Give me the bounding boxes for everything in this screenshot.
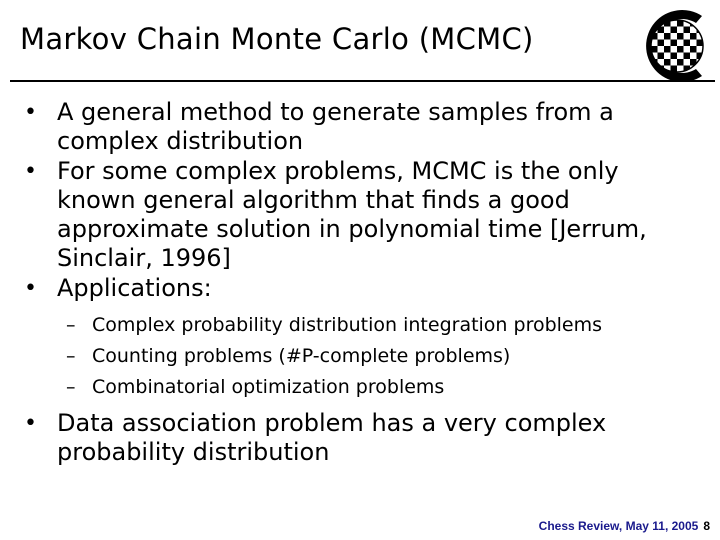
sub-bullet-item: [0, 310, 720, 341]
bullet-item: [0, 409, 677, 467]
sub-bullet-marker: –: [66, 376, 76, 398]
slide-footer: [539, 519, 710, 533]
bullet-marker: •: [24, 159, 37, 184]
sub-bullet-item: [0, 372, 720, 403]
checkered-c-logo-icon: [630, 6, 712, 86]
bullet-item: [0, 157, 677, 273]
sub-bullet-marker: –: [66, 314, 76, 336]
sub-bullet-list: [0, 310, 720, 403]
bullet-list: [0, 98, 720, 468]
sub-bullet-text: Counting problems (#P-complete problems): [92, 345, 511, 367]
sub-bullet-text: Complex probability distribution integration problems: [92, 314, 603, 336]
bullet-marker: •: [24, 411, 37, 436]
bullet-text: A general method to generate samples from a complex distribution: [57, 98, 614, 155]
bullet-text: For some complex problems, MCMC is the only known general algorithm that finds a good approximate solution in polynomial time [Jerrum, Sinclair, 1996]: [57, 157, 647, 272]
bullet-marker: •: [24, 100, 37, 125]
sub-bullet-text: Combinatorial optimization problems: [92, 376, 445, 398]
title-divider: [10, 80, 715, 82]
bullet-item: [0, 98, 677, 156]
slide-title: Markov Chain Monte Carlo (MCMC): [20, 22, 534, 56]
bullet-text: Data association problem has a very complex probability distribution: [57, 409, 607, 466]
bullet-marker: •: [24, 276, 37, 301]
sub-bullet-marker: –: [66, 345, 76, 367]
bullet-text: Applications:: [57, 274, 212, 302]
sub-bullet-item: [0, 341, 720, 372]
footer-text: Chess Review, May 11, 2005: [538, 519, 699, 533]
bullet-item: [0, 274, 677, 303]
page-number: 8: [703, 519, 710, 533]
